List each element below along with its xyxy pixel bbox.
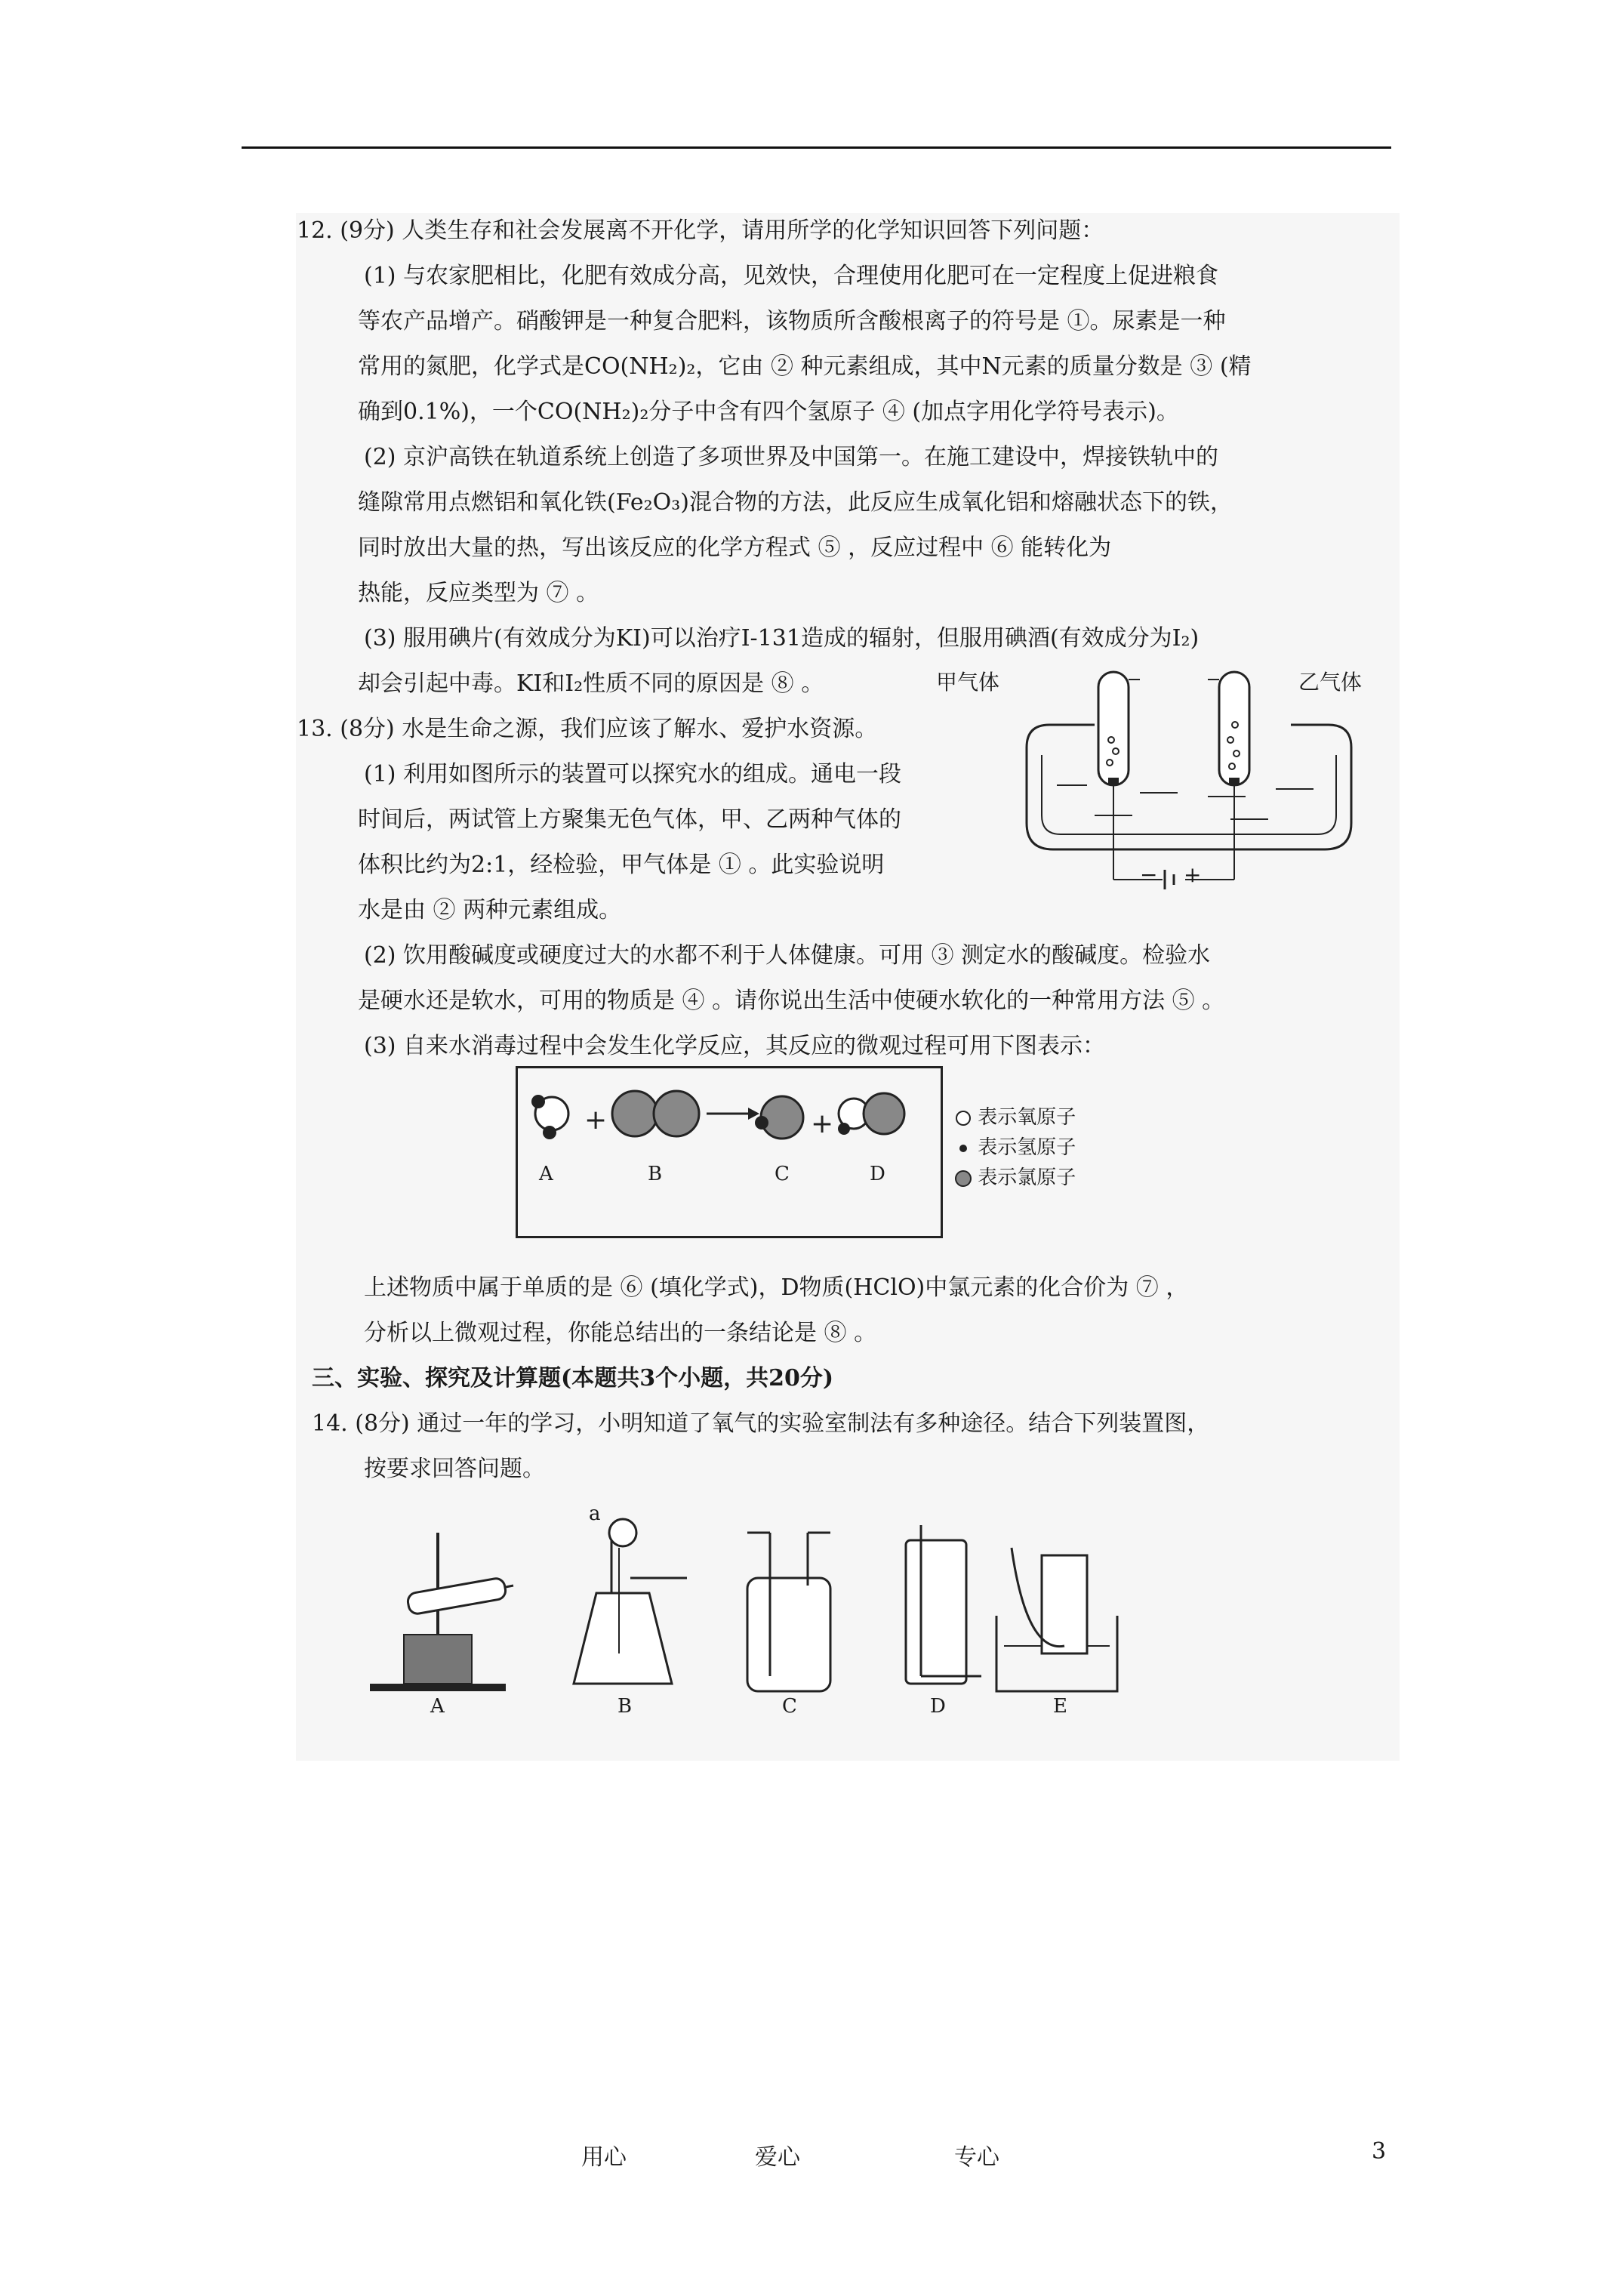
svg-text:+: + [584,1105,608,1136]
molecule-b-label: B [648,1163,663,1185]
apparatus-c [747,1533,830,1691]
lab-apparatus-drawing [362,1502,1404,1729]
q13-line-4: 体积比约为2:1，经检验，甲气体是 ① 。此实验说明 [358,852,885,878]
q13-line-3: 时间后，两试管上方聚集无色气体，甲、乙两种气体的 [358,806,901,833]
svg-text:+: + [811,1108,834,1139]
molecule-c-label: C [775,1163,790,1185]
q12-line-10: (3) 服用碘片(有效成分为KI)可以治疗I-131造成的辐射，但服用碘酒(有效成分为I₂) [364,625,1200,652]
q13-line-8: (3) 自来水消毒过程中会发生化学反应，其反应的微观过程可用下图表示： [364,1033,1106,1059]
q12-line-7: 缝隙常用点燃铝和氧化铁(Fe₂O₃)混合物的方法，此反应生成氧化铝和熔融状态下的铁， [358,489,1233,516]
molecule-d-label: D [870,1163,885,1185]
apparatus-a-label: A [430,1695,445,1718]
q13-line-5: 水是由 ② 两种元素组成。 [358,897,622,923]
footer-motto-2: 爱心 [755,2144,800,2171]
q13-line-6: (2) 饮用酸碱度或硬度过大的水都不利于人体健康。可用 ③ 测定水的酸碱度。检验水 [364,942,1211,969]
q12-line-4: 常用的氮肥，化学式是CO(NH₂)₂，它由 ② 种元素组成，其中N元素的质量分数是 ③ (精 [358,353,1252,380]
apparatus-c-label: C [782,1695,797,1718]
q12-line-3: 等农产品增产。硝酸钾是一种复合肥料，该物质所含酸根离子的符号是 ①。尿素是一种 [358,308,1226,334]
q14-line-2: 按要求回答问题。 [364,1456,545,1482]
legend-chlorine-text: 表示氯原子 [978,1166,1076,1189]
hydrogen-atom-icon [955,1140,972,1157]
legend-hydrogen [955,1133,1076,1163]
funnel-a-label: a [589,1502,601,1525]
oxygen-atom-icon [955,1110,972,1126]
q12-line-6: (2) 京沪高铁在轨道系统上创造了多项世界及中国第一。在施工建设中，焊接铁轨中的 [364,444,1219,470]
q13-line-2: (1) 利用如图所示的装置可以探究水的组成。通电一段 [364,761,902,787]
legend-chlorine [955,1163,1076,1193]
lab-apparatus-figure [362,1502,1404,1729]
electrolysis-apparatus-figure [936,664,1374,898]
q13-line-1: 13. (8分) 水是生命之源，我们应该了解水、爱护水资源。 [297,716,878,742]
q12-line-2: (1) 与农家肥相比，化肥有效成分高，见效快，合理使用化肥可在一定程度上促进粮食 [364,263,1219,289]
negative-terminal-label: − [1140,862,1158,887]
apparatus-e [996,1548,1117,1691]
apparatus-a [370,1533,513,1691]
atom-legend [955,1102,1076,1193]
electrolysis-apparatus-drawing [981,664,1374,898]
reaction-diagram [516,1066,943,1238]
gas-b-label: 乙气体 [1298,670,1363,695]
q12-line-1: 12. (9分) 人类生存和社会发展离不开化学，请用所学的化学知识回答下列问题： [297,217,1104,244]
q13-line-7: 是硬水还是软水，可用的物质是 ④ 。请你说出生活中使硬水软化的一种常用方法 ⑤ 。 [358,988,1225,1014]
q13-line-10: 分析以上微观过程，你能总结出的一条结论是 ⑧ 。 [364,1320,877,1346]
apparatus-e-label: E [1053,1695,1067,1718]
legend-oxygen [955,1102,1076,1133]
q12-line-9: 热能，反应类型为 ⑦ 。 [358,580,599,606]
chlorine-atom-icon [955,1170,972,1187]
legend-hydrogen-text: 表示氢原子 [978,1136,1076,1159]
page-number: 3 [1372,2138,1387,2165]
section-3-heading: 三、实验、探究及计算题(本题共3个小题，共20分) [312,1365,834,1391]
q12-line-11: 却会引起中毒。KI和I₂性质不同的原因是 ⑧ 。 [358,670,824,697]
footer-motto-3: 专心 [954,2144,999,2171]
q12-line-8: 同时放出大量的热，写出该反应的化学方程式 ⑤ ，反应过程中 ⑥ 能转化为 [358,535,1112,561]
q13-line-9: 上述物质中属于单质的是 ⑥ (填化学式)，D物质(HClO)中氯元素的化合价为 ⑦ ， [364,1274,1189,1301]
header-rule [242,146,1391,149]
q12-line-5: 确到0.1%)，一个CO(NH₂)₂分子中含有四个氢原子 ④ (加点字用化学符号表示)。 [358,399,1179,425]
apparatus-b-label: B [617,1695,633,1718]
footer-motto-1: 用心 [581,2144,627,2171]
apparatus-b [574,1519,687,1684]
gas-a-label: 甲气体 [936,670,1000,695]
positive-terminal-label: + [1184,862,1202,887]
legend-oxygen-text: 表示氧原子 [978,1106,1076,1129]
apparatus-d-label: D [930,1695,946,1718]
apparatus-d [906,1525,981,1684]
q14-line-1: 14. (8分) 通过一年的学习，小明知道了氧气的实验室制法有多种途径。结合下列装置图， [312,1410,1210,1437]
molecule-a-label: A [539,1163,553,1185]
reaction-molecules-drawing [518,1068,941,1236]
